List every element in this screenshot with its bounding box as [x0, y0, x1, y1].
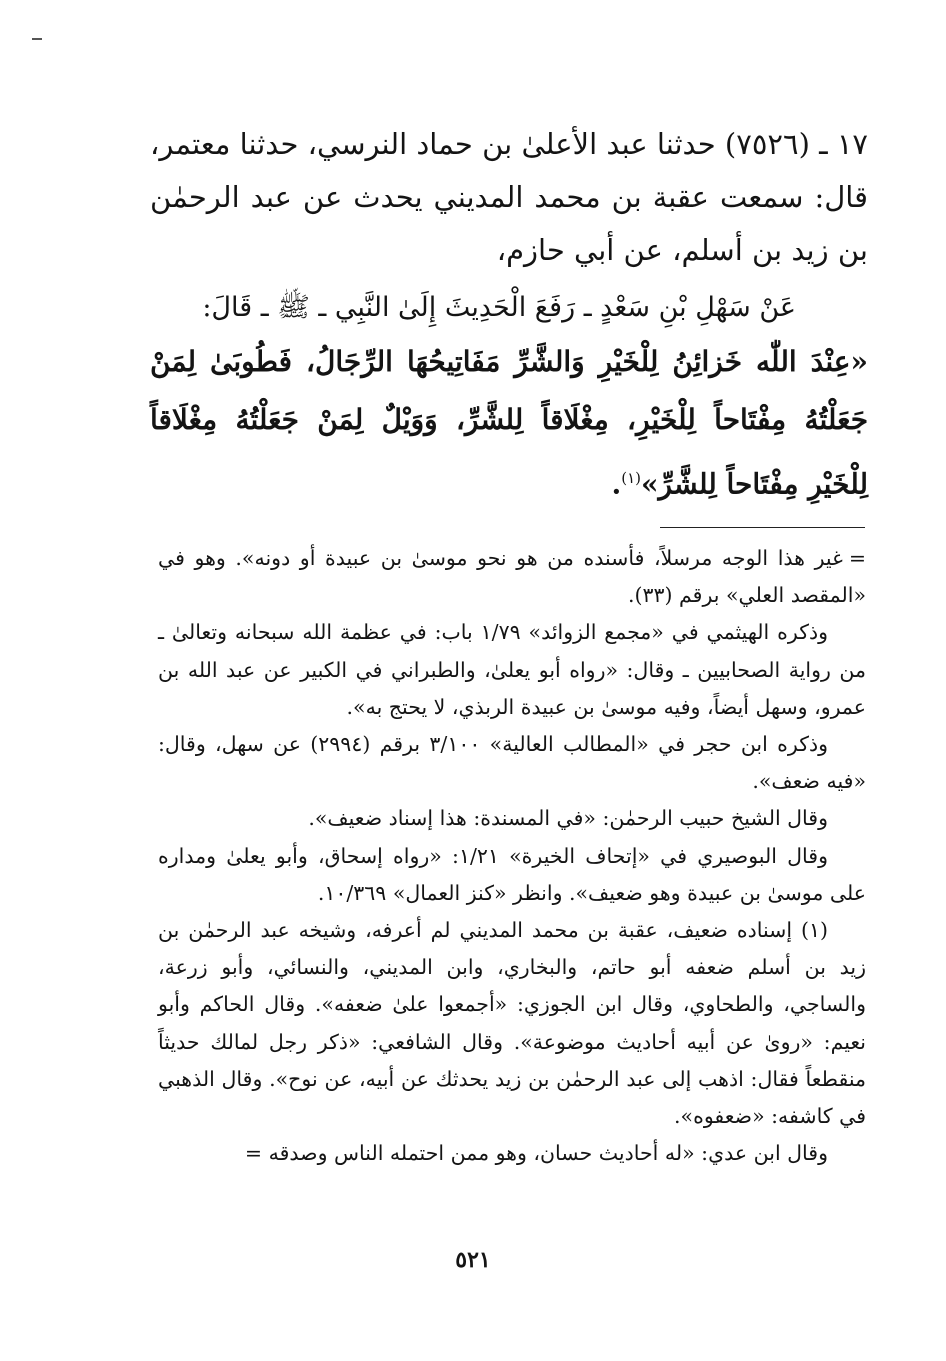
footnote-paragraph: وذكره ابن حجر في «المطالب العالية» ٣/١٠٠ برقم (٢٩٩٤) عن سهل، وقال: «فيه ضعف».: [158, 732, 866, 794]
hadith-text: «عِنْدَ اللّٰه خَزائِنُ لِلْخَيْرِ وَالشَّرِّ مَفَاتِيحُهَا الرِّجَالُ، فَطُوبَىٰ لِمَنْ جَعَلْتُهُ مِفْتَاحاً لِلْخَيْرِ، مِغْلَاقاً لِلشَّرِّ، وَوَيْلٌ لِمَنْ جَعَلْتُهُ مِغْلَاقاً لِلْخَيْرِ مِفْتَاحاً لِلشَّرِّ»: [150, 345, 868, 501]
footnote-paragraph: وقال البوصيري في «إتحاف الخيرة» ١/٢١: «رواه إسحاق، وأبو يعلىٰ ومداره على موسىٰ بن عبيدة وهو ضعيف». وانظر «كنز العمال» ١٠/٣٦٩.: [158, 843, 866, 905]
hadith-isnad: ١٧ ـ (٧٥٢٦) حدثنا عبد الأعلىٰ بن حماد النرسي، حدثنا معتمر، قال: سمعت عقبة بن محمد المديني يحدث عن عبد الرحمٰن بن زيد بن أسلم، عن أبي حازم،: [150, 127, 869, 267]
footnotes: [158, 540, 866, 1172]
footnote-paragraph: غير هذا الوجه مرسلاً، فأسنده من هو نحو موسىٰ بن عبيدة أو دونه». وهو في «المقصد العلي» برقم (٣٣).: [158, 546, 866, 608]
hadith-block: [150, 118, 868, 513]
continuation-marker-end: =: [244, 1141, 263, 1166]
page-number: ٥٢١: [455, 1247, 491, 1273]
hadith-text-block: [150, 333, 868, 513]
footnote-1: (١) إسناده ضعيف، عقبة بن محمد المديني لم أعرفه، وشيخه عبد الرحمٰن بن زيد بن أسلم ضعفه أبو حاتم، والبخاري، وابن المديني، والنسائي، وأبو زرعة، والساجي، والطحاوي، وقال ابن الجوزي: «أجمعوا علىٰ ضعفه». وقال الحاكم وأبو نعيم: «روىٰ عن أبيه أحاديث موضوعة». وقال الشافعي: «ذكر رجل لمالك حديثاً منقطعاً فقال: اذهب إلى عبد الرحمٰن بن زيد يحدثك عن أبيه، عن نوح». وقال الذهبي في كاشفه: «ضعفوه».: [158, 918, 866, 1129]
footnote-paragraph: وذكره الهيثمي في «مجمع الزوائد» ١/٧٩ باب: في عظمة الله سبحانه وتعالىٰ ـ من رواية الصحابيين ـ وقال: «رواه أبو يعلىٰ، والطبراني في الكبير عن عبد الله بن عمرو، وسهل أيضاً، وفيه موسىٰ بن عبيدة الربذي، لا يحتج به».: [158, 620, 866, 719]
continuation-marker: =: [848, 546, 866, 570]
footnote-paragraph: وقال الشيخ حبيب الرحمٰن: «في المسندة: هذا إسناد ضعيف».: [308, 806, 828, 831]
scan-artifact: [32, 38, 42, 40]
footnote-reference: (١): [621, 469, 642, 487]
footnote-separator: [660, 527, 865, 528]
narration-intro: عَنْ سَهْلِ بْنِ سَعْدٍ ـ رَفَعَ الْحَدِيثَ إِلَىٰ النَّبِي ـ ﷺ ـ قَالَ:: [202, 292, 796, 323]
footnote-continuation: [158, 540, 866, 614]
hadith-end-period: .: [611, 467, 622, 501]
footnote-paragraph: وقال ابن عدي: «له أحاديث حسان، وهو ممن احتمله الناس وصدقه: [268, 1141, 828, 1166]
footnote-paragraph-continued: [158, 1135, 866, 1172]
